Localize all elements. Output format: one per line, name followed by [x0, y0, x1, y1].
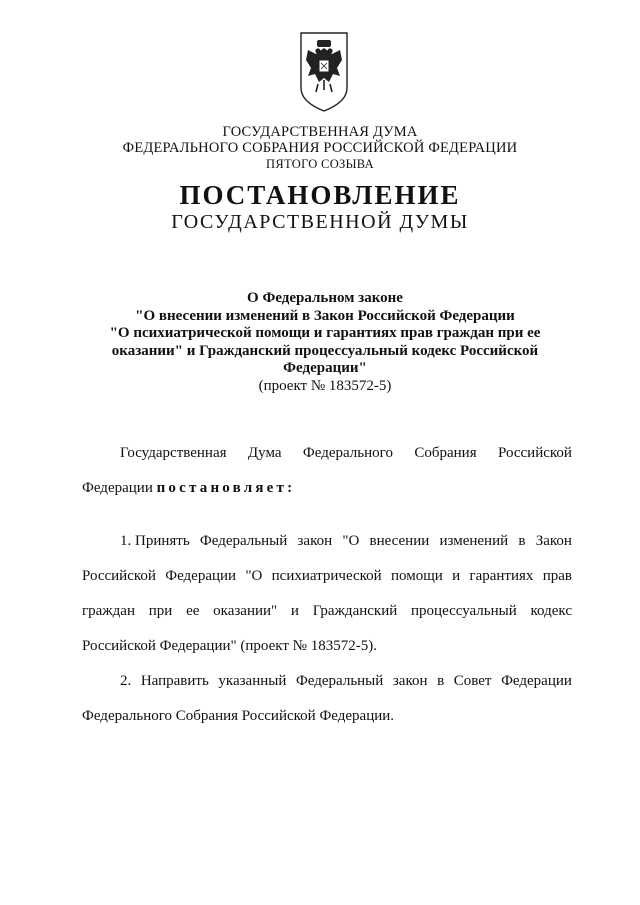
word: и: [452, 568, 461, 584]
word: Федерального: [302, 445, 393, 461]
word: 1. Принять: [120, 533, 190, 549]
word: помощи: [391, 568, 443, 584]
word: Направить: [140, 673, 209, 689]
word: прав: [542, 568, 572, 584]
subject-line: О Федеральном законе: [247, 290, 403, 306]
word: изменений: [439, 533, 509, 549]
word: граждан: [82, 603, 135, 619]
word: психиатрической: [271, 568, 382, 584]
document-subject: [90, 290, 560, 395]
word: Дума: [247, 445, 282, 461]
word: Федерации: [501, 673, 572, 689]
word: Федеральный: [199, 533, 288, 549]
word: "О: [342, 533, 360, 549]
word: гарантиях: [469, 568, 534, 584]
item1-line3: [82, 603, 572, 620]
item2-line2: Федерального Собрания Российской Федерации.: [82, 708, 395, 724]
word: кодекс: [530, 603, 572, 619]
word: оказании": [213, 603, 278, 619]
convocation-label: ПЯТОГО СОЗЫВА: [266, 157, 374, 171]
word: указанный: [218, 673, 287, 689]
org-name-line2: ФЕДЕРАЛЬНОГО СОБРАНИЯ РОССИЙСКОЙ ФЕДЕРАЦИИ: [122, 140, 518, 156]
resolves-keyword: постановляет:: [156, 480, 296, 496]
word: Российской: [82, 568, 156, 584]
coat-of-arms-emblem: [298, 30, 350, 114]
org-name-line1: ГОСУДАРСТВЕННАЯ ДУМА: [222, 124, 418, 140]
word: внесении: [369, 533, 430, 549]
item1-line4: Российской Федерации" (проект № 183572-5).: [82, 638, 377, 654]
item1-line2: [82, 568, 572, 585]
word: закон: [297, 533, 333, 549]
word: Совет: [453, 673, 492, 689]
item2-line1: [120, 673, 572, 690]
preamble-line1: [120, 445, 572, 462]
subject-line: "О психиатрической помощи и гарантиях прав граждан при ее: [109, 325, 541, 341]
word: при: [148, 603, 173, 619]
document-issuer: ГОСУДАРСТВЕННОЙ ДУМЫ: [171, 211, 469, 233]
word: Российской: [498, 445, 572, 461]
preamble-line2: [82, 480, 295, 497]
subject-line: оказании" и Гражданский процессуальный кодекс Российской: [111, 342, 539, 359]
subject-line: "О внесении изменений в Закон Российской Федерации: [135, 307, 515, 324]
word: Государственная: [120, 445, 227, 461]
word: Федерации: [165, 568, 237, 584]
subject-line: Федерации": [283, 360, 367, 376]
word: закон: [392, 673, 428, 689]
word: 2.: [120, 673, 132, 689]
word: в: [518, 533, 526, 549]
word: Гражданский: [312, 603, 398, 619]
item1-line1: [120, 533, 572, 550]
word: процессуальный: [411, 603, 517, 619]
word: в: [437, 673, 445, 689]
preamble-prefix: Федерации: [82, 480, 153, 496]
word: ее: [186, 603, 200, 619]
document-type-title: ПОСТАНОВЛЕНИЕ: [179, 180, 461, 210]
word: и: [290, 603, 299, 619]
word: "О: [245, 568, 263, 584]
word: Собрания: [414, 445, 477, 461]
project-number: (проект № 183572-5): [258, 377, 392, 394]
word: Закон: [535, 533, 572, 549]
word: Федеральный: [295, 673, 384, 689]
